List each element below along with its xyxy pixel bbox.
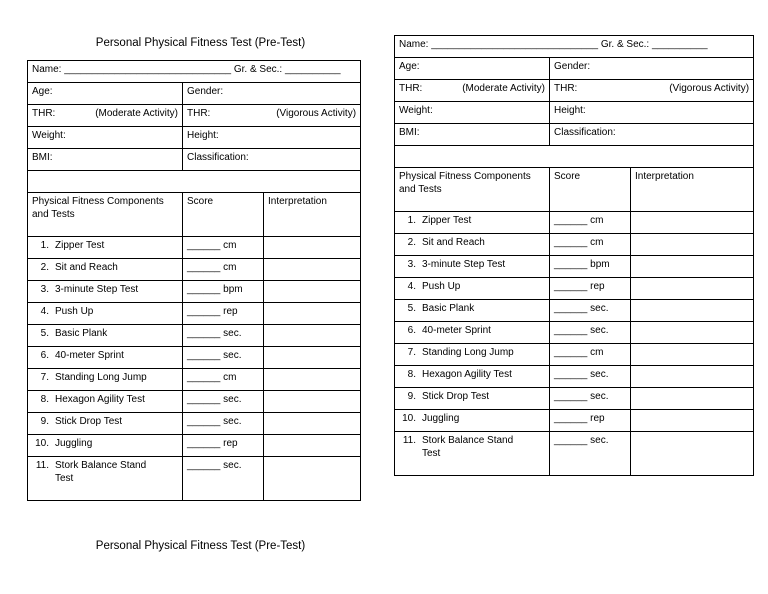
test-row	[28, 237, 361, 259]
test-number: 7.	[407, 347, 416, 358]
score-field[interactable]: ______ sec.	[183, 347, 264, 369]
form-title-left: Personal Physical Fitness Test (Pre-Test)	[95, 37, 306, 49]
test-name: Standing Long Jump	[422, 347, 514, 358]
test-number: 11.	[402, 435, 416, 446]
interpretation-field[interactable]	[631, 388, 754, 410]
score-field[interactable]: ______ sec.	[550, 432, 631, 476]
components-header: Physical Fitness Components and Tests	[28, 193, 183, 237]
test-name-cell	[28, 237, 183, 259]
test-row	[395, 366, 754, 388]
moderate-label: (Moderate Activity)	[95, 108, 178, 119]
fitness-form-left	[27, 60, 361, 501]
interpretation-field[interactable]	[631, 344, 754, 366]
test-number: 3.	[40, 284, 49, 295]
test-number: 2.	[407, 237, 416, 248]
interpretation-header: Interpretation	[631, 168, 754, 212]
score-field[interactable]: ______ cm	[550, 344, 631, 366]
test-row	[395, 234, 754, 256]
score-field[interactable]: ______ sec.	[550, 322, 631, 344]
test-name: Zipper Test	[422, 215, 472, 226]
thr-moderate-field[interactable]	[395, 80, 550, 102]
interpretation-field[interactable]	[264, 259, 361, 281]
test-name: Push Up	[422, 281, 461, 292]
interpretation-field[interactable]	[631, 410, 754, 432]
test-row	[395, 432, 754, 476]
interpretation-field[interactable]	[264, 391, 361, 413]
test-row	[395, 278, 754, 300]
test-number: 11.	[35, 460, 49, 471]
test-name: Hexagon Agility Test	[55, 394, 145, 405]
test-row	[395, 344, 754, 366]
test-name-cell	[28, 303, 183, 325]
test-name-cell	[28, 413, 183, 435]
score-field[interactable]: ______ sec.	[550, 366, 631, 388]
age-field[interactable]: Age:	[28, 83, 183, 105]
test-name: Standing Long Jump	[55, 372, 147, 383]
test-name: Zipper Test	[55, 240, 105, 251]
interpretation-field[interactable]	[631, 234, 754, 256]
test-name-cell	[28, 259, 183, 281]
interpretation-field[interactable]	[631, 212, 754, 234]
interpretation-header: Interpretation	[264, 193, 361, 237]
score-field[interactable]: ______ rep	[183, 435, 264, 457]
test-number: 6.	[407, 325, 416, 336]
height-field[interactable]: Height:	[550, 102, 754, 124]
thr-moderate-field[interactable]	[28, 105, 183, 127]
score-header: Score	[183, 193, 264, 237]
gender-field[interactable]: Gender:	[183, 83, 361, 105]
test-row	[395, 410, 754, 432]
test-name-cell	[395, 388, 550, 410]
thr-label: THR:	[399, 83, 423, 94]
weight-field[interactable]: Weight:	[395, 102, 550, 124]
test-number: 9.	[40, 416, 49, 427]
test-name-cell	[395, 278, 550, 300]
test-row	[28, 259, 361, 281]
interpretation-field[interactable]	[631, 256, 754, 278]
test-name-cell	[28, 457, 183, 501]
fitness-form-right	[394, 35, 754, 476]
score-field[interactable]: ______ rep	[550, 410, 631, 432]
test-name: Stork Balance Stand Test	[422, 435, 514, 459]
test-name: Juggling	[55, 438, 93, 449]
test-row	[28, 281, 361, 303]
height-field[interactable]: Height:	[183, 127, 361, 149]
spacer-row	[395, 146, 754, 168]
test-name-cell	[395, 344, 550, 366]
test-name: Sit and Reach	[55, 262, 118, 273]
score-field[interactable]: ______ cm	[183, 259, 264, 281]
interpretation-field[interactable]	[264, 303, 361, 325]
test-name: Stick Drop Test	[55, 416, 123, 427]
test-name: 3-minute Step Test	[55, 284, 139, 295]
test-name: Juggling	[422, 413, 460, 424]
test-name: 40-meter Sprint	[422, 325, 491, 336]
gender-field[interactable]: Gender:	[550, 58, 754, 80]
test-row	[395, 256, 754, 278]
components-header: Physical Fitness Components and Tests	[395, 168, 550, 212]
test-row	[28, 413, 361, 435]
test-number: 5.	[407, 303, 416, 314]
thr-label: THR:	[554, 83, 578, 94]
score-field[interactable]: ______ cm	[183, 237, 264, 259]
interpretation-field[interactable]	[264, 413, 361, 435]
test-name-cell	[395, 410, 550, 432]
test-name: Stick Drop Test	[422, 391, 490, 402]
interpretation-field[interactable]	[631, 432, 754, 476]
name-section-field[interactable]: Name: ______________________________ Gr. & Sec.: __________	[395, 36, 754, 58]
vigorous-label: (Vigorous Activity)	[669, 83, 750, 94]
score-field[interactable]: ______ bpm	[183, 281, 264, 303]
vigorous-label: (Vigorous Activity)	[276, 108, 357, 119]
interpretation-field[interactable]	[264, 237, 361, 259]
age-field[interactable]: Age:	[395, 58, 550, 80]
score-field[interactable]: ______ sec.	[183, 391, 264, 413]
test-name: Push Up	[55, 306, 94, 317]
score-field[interactable]: ______ cm	[550, 212, 631, 234]
test-number: 10.	[35, 438, 49, 449]
thr-label: THR:	[187, 108, 211, 119]
score-field[interactable]: ______ cm	[183, 369, 264, 391]
thr-vigorous-field[interactable]	[550, 80, 754, 102]
score-field[interactable]: ______ sec.	[183, 413, 264, 435]
test-name: Basic Plank	[55, 328, 108, 339]
interpretation-field[interactable]	[264, 457, 361, 501]
test-row	[28, 435, 361, 457]
test-row	[395, 322, 754, 344]
classification-field[interactable]: Classification:	[183, 149, 361, 171]
score-field[interactable]: ______ sec.	[550, 300, 631, 322]
test-name-cell	[395, 322, 550, 344]
spacer-row	[28, 171, 361, 193]
test-row	[395, 300, 754, 322]
interpretation-field[interactable]	[264, 281, 361, 303]
interpretation-field[interactable]	[264, 369, 361, 391]
score-field[interactable]: ______ bpm	[550, 256, 631, 278]
score-field[interactable]: ______ sec.	[183, 457, 264, 501]
test-name-cell	[395, 256, 550, 278]
test-name-cell	[395, 234, 550, 256]
test-number: 5.	[40, 328, 49, 339]
weight-field[interactable]: Weight:	[28, 127, 183, 149]
test-number: 10.	[402, 413, 416, 424]
test-number: 1.	[40, 240, 49, 251]
test-name-cell	[395, 366, 550, 388]
score-field[interactable]: ______ rep	[550, 278, 631, 300]
test-name: 3-minute Step Test	[422, 259, 506, 270]
score-header: Score	[550, 168, 631, 212]
test-row	[28, 391, 361, 413]
test-name-cell	[28, 435, 183, 457]
test-name-cell	[28, 391, 183, 413]
interpretation-field[interactable]	[631, 322, 754, 344]
test-name: Basic Plank	[422, 303, 475, 314]
test-number: 4.	[407, 281, 416, 292]
test-row	[395, 212, 754, 234]
interpretation-field[interactable]	[264, 435, 361, 457]
test-row	[395, 388, 754, 410]
score-field[interactable]: ______ sec.	[550, 388, 631, 410]
score-field[interactable]: ______ sec.	[183, 325, 264, 347]
test-row	[28, 369, 361, 391]
test-row	[28, 325, 361, 347]
test-number: 6.	[40, 350, 49, 361]
test-name-cell	[28, 369, 183, 391]
test-number: 8.	[40, 394, 49, 405]
test-row	[28, 457, 361, 501]
test-name-cell	[395, 212, 550, 234]
test-number: 1.	[407, 215, 416, 226]
test-name-cell	[28, 281, 183, 303]
interpretation-field[interactable]	[631, 366, 754, 388]
score-field[interactable]: ______ rep	[183, 303, 264, 325]
interpretation-field[interactable]	[631, 278, 754, 300]
test-number: 2.	[40, 262, 49, 273]
test-name: Hexagon Agility Test	[422, 369, 512, 380]
test-number: 3.	[407, 259, 416, 270]
interpretation-field[interactable]	[264, 325, 361, 347]
test-number: 9.	[407, 391, 416, 402]
bmi-field[interactable]: BMI:	[28, 149, 183, 171]
test-name-cell	[395, 300, 550, 322]
test-row	[28, 347, 361, 369]
name-section-field[interactable]: Name: ______________________________ Gr. & Sec.: __________	[28, 61, 361, 83]
interpretation-field[interactable]	[264, 347, 361, 369]
classification-field[interactable]: Classification:	[550, 124, 754, 146]
bmi-field[interactable]: BMI:	[395, 124, 550, 146]
test-name: Stork Balance Stand Test	[55, 460, 147, 484]
score-field[interactable]: ______ cm	[550, 234, 631, 256]
test-number: 4.	[40, 306, 49, 317]
test-name-cell	[28, 325, 183, 347]
test-name-cell	[395, 432, 550, 476]
test-name: Sit and Reach	[422, 237, 485, 248]
test-name-cell	[28, 347, 183, 369]
thr-label: THR:	[32, 108, 56, 119]
test-number: 7.	[40, 372, 49, 383]
form-title-bottom: Personal Physical Fitness Test (Pre-Test)	[95, 540, 306, 552]
thr-vigorous-field[interactable]	[183, 105, 361, 127]
test-number: 8.	[407, 369, 416, 380]
moderate-label: (Moderate Activity)	[462, 83, 545, 94]
interpretation-field[interactable]	[631, 300, 754, 322]
test-row	[28, 303, 361, 325]
test-name: 40-meter Sprint	[55, 350, 124, 361]
